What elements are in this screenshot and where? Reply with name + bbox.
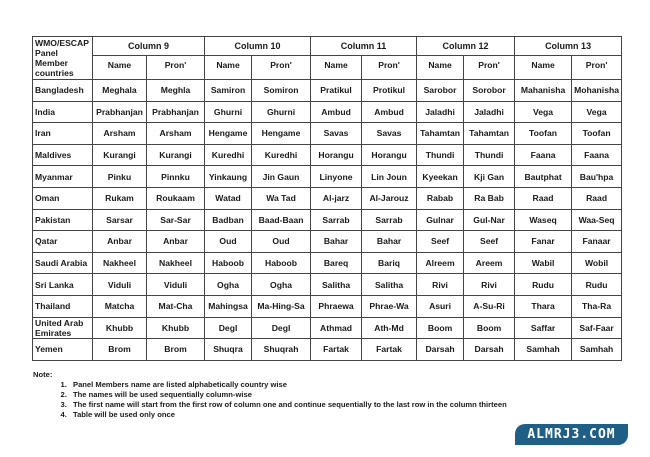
notes-section: [33, 370, 507, 420]
country-cell: Pakistan: [33, 209, 93, 231]
pronunciation-cell: Horangu: [362, 144, 417, 166]
name-cell: Waseq: [515, 209, 572, 231]
table-row: [33, 166, 622, 188]
name-cell: Shuqra: [205, 339, 252, 361]
name-cell: Bahar: [311, 231, 362, 253]
pronunciation-cell: Mat-Cha: [147, 295, 205, 317]
country-cell: Iran: [33, 123, 93, 145]
name-cell: Pinku: [93, 166, 147, 188]
name-subheader: Name: [515, 55, 572, 79]
name-cell: Seef: [417, 231, 464, 253]
note-item: 4. Table will be used only once: [69, 410, 507, 420]
name-cell: Mahanisha: [515, 80, 572, 102]
name-cell: Hengame: [205, 123, 252, 145]
pronunciation-cell: Darsah: [464, 339, 515, 361]
pron-subheader: Pron': [147, 55, 205, 79]
pronunciation-cell: Sarrab: [362, 209, 417, 231]
name-cell: Phraewa: [311, 295, 362, 317]
name-cell: Salitha: [311, 274, 362, 296]
name-cell: Khubb: [93, 317, 147, 339]
corner-header: WMO/ESCAP Panel Member countries: [33, 37, 93, 80]
pronunciation-cell: Rudu: [572, 274, 622, 296]
name-cell: Oud: [205, 231, 252, 253]
name-cell: Ghurni: [205, 101, 252, 123]
name-cell: Sarobor: [417, 80, 464, 102]
name-cell: Samhah: [515, 339, 572, 361]
name-cell: Degl: [205, 317, 252, 339]
pronunciation-cell: Arsham: [147, 123, 205, 145]
name-cell: Matcha: [93, 295, 147, 317]
name-cell: Anbar: [93, 231, 147, 253]
column-group-header: Column 10: [205, 37, 311, 56]
name-cell: Wabil: [515, 252, 572, 274]
table-row: [33, 339, 622, 361]
name-cell: Yinkaung: [205, 166, 252, 188]
pronunciation-cell: Baad-Baan: [252, 209, 311, 231]
table-row: [33, 274, 622, 296]
name-cell: Kuredhi: [205, 144, 252, 166]
pronunciation-cell: Hengame: [252, 123, 311, 145]
pronunciation-cell: Ra Bab: [464, 187, 515, 209]
name-cell: Viduli: [93, 274, 147, 296]
note-item: 3. The first name will start from the first row of column one and continue sequentially to the last row in the column thirteen: [69, 400, 507, 410]
country-cell: Saudi Arabia: [33, 252, 93, 274]
name-cell: Samiron: [205, 80, 252, 102]
pronunciation-cell: Shuqrah: [252, 339, 311, 361]
pronunciation-cell: Fartak: [362, 339, 417, 361]
name-cell: Pratikul: [311, 80, 362, 102]
country-cell: Myanmar: [33, 166, 93, 188]
pron-subheader: Pron': [252, 55, 311, 79]
country-cell: Sri Lanka: [33, 274, 93, 296]
pron-subheader: Pron': [572, 55, 622, 79]
table-row: [33, 295, 622, 317]
pronunciation-cell: Degl: [252, 317, 311, 339]
name-cell: Mahingsa: [205, 295, 252, 317]
watermark-logo: ALMRJ3.COM: [515, 424, 628, 445]
name-cell: Rabab: [417, 187, 464, 209]
table-row: [33, 209, 622, 231]
pronunciation-cell: Kji Gan: [464, 166, 515, 188]
name-cell: Jaladhi: [417, 101, 464, 123]
table-row: [33, 123, 622, 145]
name-cell: Raad: [515, 187, 572, 209]
name-cell: Boom: [417, 317, 464, 339]
note-item: 2. The names will be used sequentially column-wise: [69, 390, 507, 400]
table-row: [33, 144, 622, 166]
table-row: [33, 252, 622, 274]
table-body: [33, 80, 622, 361]
country-cell: United Arab Emirates: [33, 317, 93, 339]
country-cell: Qatar: [33, 231, 93, 253]
notes-title: Note:: [33, 370, 53, 379]
name-cell: Faana: [515, 144, 572, 166]
note-item: 1. Panel Members name are listed alphabetically country wise: [69, 380, 507, 390]
name-cell: Tahamtan: [417, 123, 464, 145]
pronunciation-cell: Al-Jarouz: [362, 187, 417, 209]
pronunciation-cell: Haboob: [252, 252, 311, 274]
pronunciation-cell: Areem: [464, 252, 515, 274]
pronunciation-cell: Nakheel: [147, 252, 205, 274]
name-cell: Watad: [205, 187, 252, 209]
name-cell: Meghala: [93, 80, 147, 102]
pronunciation-cell: Salitha: [362, 274, 417, 296]
name-subheader: Name: [417, 55, 464, 79]
pronunciation-cell: Phrae-Wa: [362, 295, 417, 317]
pronunciation-cell: Khubb: [147, 317, 205, 339]
name-cell: Thara: [515, 295, 572, 317]
pronunciation-cell: Bahar: [362, 231, 417, 253]
pronunciation-cell: Rivi: [464, 274, 515, 296]
pronunciation-cell: Ghurni: [252, 101, 311, 123]
name-cell: Bautphat: [515, 166, 572, 188]
pronunciation-cell: Mohanisha: [572, 80, 622, 102]
name-cell: Bareq: [311, 252, 362, 274]
pronunciation-cell: Bau'hpa: [572, 166, 622, 188]
name-cell: Sarsar: [93, 209, 147, 231]
pronunciation-cell: Waa-Seq: [572, 209, 622, 231]
pronunciation-cell: Kurangi: [147, 144, 205, 166]
table-row: [33, 80, 622, 102]
column-group-header: Column 11: [311, 37, 417, 56]
name-cell: Fartak: [311, 339, 362, 361]
column-group-header: Column 12: [417, 37, 515, 56]
pronunciation-cell: Faana: [572, 144, 622, 166]
pronunciation-cell: Wa Tad: [252, 187, 311, 209]
name-cell: Alreem: [417, 252, 464, 274]
name-subheader: Name: [205, 55, 252, 79]
pronunciation-cell: Viduli: [147, 274, 205, 296]
pron-subheader: Pron': [362, 55, 417, 79]
country-cell: Yemen: [33, 339, 93, 361]
table-row: [33, 317, 622, 339]
pronunciation-cell: Tha-Ra: [572, 295, 622, 317]
pronunciation-cell: Jin Gaun: [252, 166, 311, 188]
name-subheader: Name: [93, 55, 147, 79]
pronunciation-cell: Bariq: [362, 252, 417, 274]
pronunciation-cell: Gul-Nar: [464, 209, 515, 231]
pronunciation-cell: Fanaar: [572, 231, 622, 253]
pronunciation-cell: Seef: [464, 231, 515, 253]
name-cell: Arsham: [93, 123, 147, 145]
name-cell: Badban: [205, 209, 252, 231]
pronunciation-cell: Kuredhi: [252, 144, 311, 166]
table-row: [33, 187, 622, 209]
column-group-header: Column 9: [93, 37, 205, 56]
name-cell: Nakheel: [93, 252, 147, 274]
name-cell: Darsah: [417, 339, 464, 361]
pronunciation-cell: Meghla: [147, 80, 205, 102]
name-cell: Thundi: [417, 144, 464, 166]
pronunciation-cell: Brom: [147, 339, 205, 361]
pronunciation-cell: Anbar: [147, 231, 205, 253]
name-cell: Asuri: [417, 295, 464, 317]
name-cell: Prabhanjan: [93, 101, 147, 123]
country-cell: Maldives: [33, 144, 93, 166]
name-cell: Ogha: [205, 274, 252, 296]
name-cell: Vega: [515, 101, 572, 123]
country-cell: Bangladesh: [33, 80, 93, 102]
pronunciation-cell: Prabhanjan: [147, 101, 205, 123]
pronunciation-cell: Ma-Hing-Sa: [252, 295, 311, 317]
pronunciation-cell: A-Su-Ri: [464, 295, 515, 317]
pronunciation-cell: Toofan: [572, 123, 622, 145]
country-cell: Oman: [33, 187, 93, 209]
name-cell: Ambud: [311, 101, 362, 123]
pronunciation-cell: Somiron: [252, 80, 311, 102]
name-cell: Rukam: [93, 187, 147, 209]
pronunciation-cell: Boom: [464, 317, 515, 339]
name-cell: Kyeekan: [417, 166, 464, 188]
name-cell: Fanar: [515, 231, 572, 253]
pron-subheader: Pron': [464, 55, 515, 79]
pronunciation-cell: Vega: [572, 101, 622, 123]
country-cell: India: [33, 101, 93, 123]
name-cell: Sarrab: [311, 209, 362, 231]
pronunciation-cell: Raad: [572, 187, 622, 209]
country-cell: Thailand: [33, 295, 93, 317]
pronunciation-cell: Ambud: [362, 101, 417, 123]
name-cell: Rivi: [417, 274, 464, 296]
name-cell: Kurangi: [93, 144, 147, 166]
pronunciation-cell: Pinnku: [147, 166, 205, 188]
pronunciation-cell: Saf-Faar: [572, 317, 622, 339]
table-row: [33, 101, 622, 123]
pronunciation-cell: Sar-Sar: [147, 209, 205, 231]
name-cell: Brom: [93, 339, 147, 361]
cyclone-names-table: [32, 36, 622, 361]
pronunciation-cell: Thundi: [464, 144, 515, 166]
pronunciation-cell: Tahamtan: [464, 123, 515, 145]
table-row: [33, 231, 622, 253]
pronunciation-cell: Savas: [362, 123, 417, 145]
name-cell: Gulnar: [417, 209, 464, 231]
name-cell: Athmad: [311, 317, 362, 339]
pronunciation-cell: Oud: [252, 231, 311, 253]
name-cell: Haboob: [205, 252, 252, 274]
name-cell: Savas: [311, 123, 362, 145]
name-cell: Toofan: [515, 123, 572, 145]
name-cell: Linyone: [311, 166, 362, 188]
pronunciation-cell: Roukaam: [147, 187, 205, 209]
pronunciation-cell: Samhah: [572, 339, 622, 361]
notes-list: [33, 380, 507, 420]
name-cell: Rudu: [515, 274, 572, 296]
name-cell: Saffar: [515, 317, 572, 339]
pronunciation-cell: Wobil: [572, 252, 622, 274]
column-group-header: Column 13: [515, 37, 622, 56]
name-cell: Horangu: [311, 144, 362, 166]
pronunciation-cell: Ath-Md: [362, 317, 417, 339]
pronunciation-cell: Ogha: [252, 274, 311, 296]
name-cell: Al-jarz: [311, 187, 362, 209]
pronunciation-cell: Lin Joun: [362, 166, 417, 188]
pronunciation-cell: Sorobor: [464, 80, 515, 102]
name-subheader: Name: [311, 55, 362, 79]
pronunciation-cell: Jaladhi: [464, 101, 515, 123]
pronunciation-cell: Protikul: [362, 80, 417, 102]
